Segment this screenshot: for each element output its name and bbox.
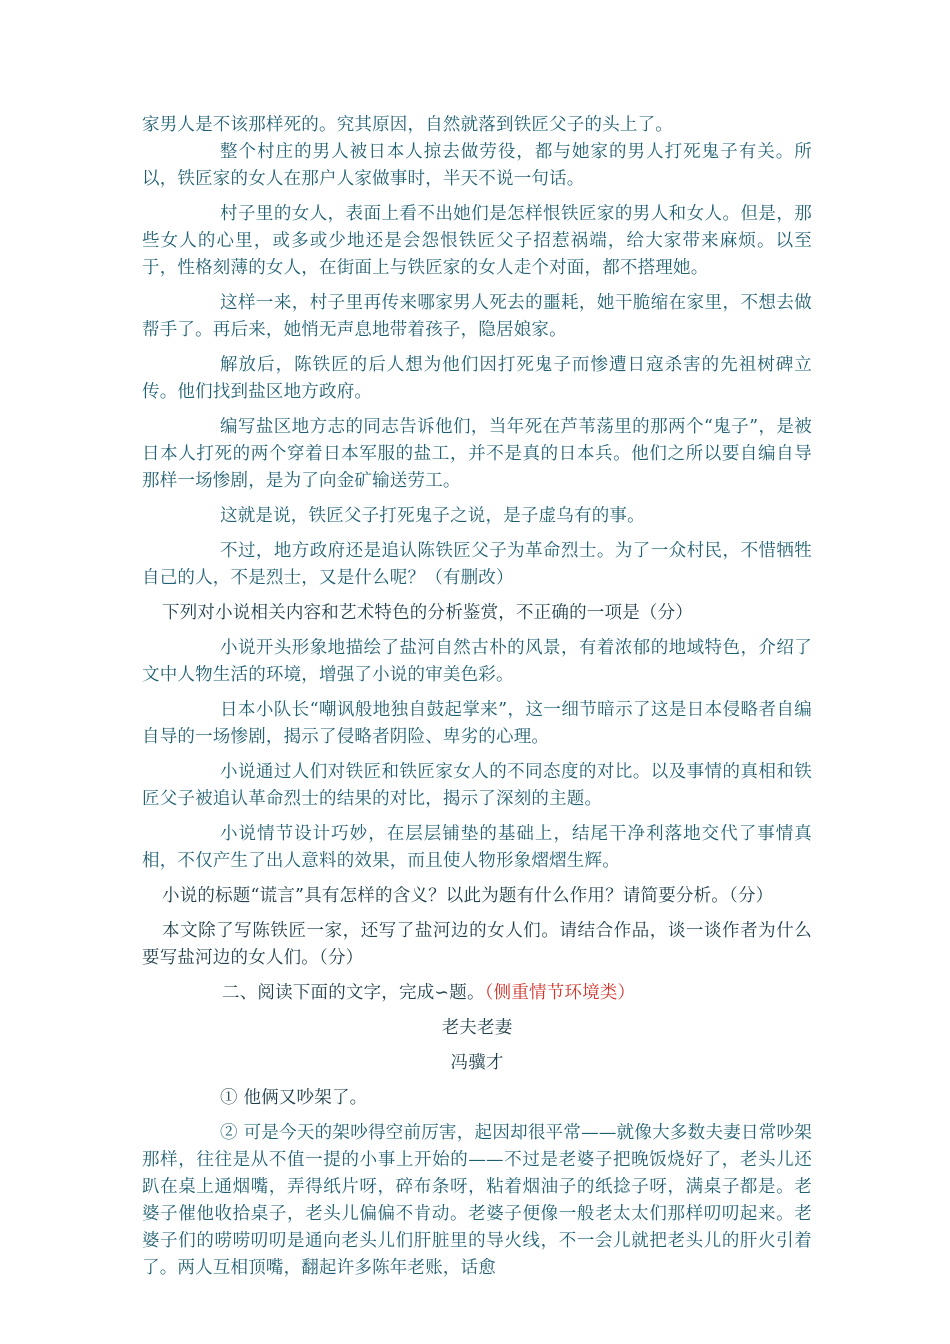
document-body	[142, 112, 812, 1282]
story-paragraph: ① 他俩又吵架了。	[220, 1088, 368, 1108]
option-paragraph: 小说情节设计巧妙，在层层铺垫的基础上，结尾干净利落地交代了事情真相，不仅产生了出人意料的效果，而且使人物形象熠熠生辉。	[142, 824, 812, 871]
question-1: 下列对小说相关内容和艺术特色的分析鉴赏，不正确的一项是（分）	[162, 603, 693, 623]
story-paragraph: 家男人是不该那样死的。究其原因，自然就落到铁匠父子的头上了。	[142, 115, 673, 135]
story-paragraph: 整个村庄的男人被日本人掠去做劳役，都与她家的男人打死鬼子有关。所以，铁匠家的女人在那户人家做事时，半天不说一句话。	[142, 142, 812, 189]
section-tag: （侧重情节环境类）	[484, 983, 636, 1003]
option-paragraph: 日本小队长“嘲讽般地独自鼓起掌来”，这一细节暗示了这是日本侵略者自编自导的一场惨剧，揭示了侵略者阴险、卑劣的心理。	[142, 700, 812, 747]
question-2: 小说的标题“谎言”具有怎样的含义？以此为题有什么作用？请简要分析。（分）	[162, 886, 774, 906]
section-heading	[142, 980, 812, 1007]
story-title: 老夫老妻	[441, 1018, 513, 1038]
story-paragraph: 解放后，陈铁匠的后人想为他们因打死鬼子而惨遭日寇杀害的先祖树碑立传。他们找到盐区地方政府。	[142, 355, 812, 402]
story-paragraph: 编写盐区地方志的同志告诉他们，当年死在芦苇荡里的那两个“鬼子”，是被日本人打死的两个穿着日本军服的盐工，并不是真的日本兵。他们之所以要自编自导那样一场惨剧，是为了向金矿输送劳工。	[142, 417, 812, 491]
question-3: 本文除了写陈铁匠一家，还写了盐河边的女人们。请结合作品，谈一谈作者为什么要写盐河边的女人们。（分）	[142, 921, 812, 968]
story-paragraph: 村子里的女人，表面上看不出她们是怎样恨铁匠家的男人和女人。但是，那些女人的心里，或多或少地还是会怨恨铁匠父子招惹祸端，给大家带来麻烦。以至于，性格刻薄的女人，在街面上与铁匠家的女人走个对面，都不搭理她。	[142, 204, 812, 278]
story-paragraph: 这样一来，村子里再传来哪家男人死去的噩耗，她干脆缩在家里，不想去做帮手了。再后来，她悄无声息地带着孩子，隐居娘家。	[142, 293, 812, 340]
story-author: 冯骥才	[450, 1053, 504, 1073]
story-paragraph: ② 可是今天的架吵得空前厉害，起因却很平常——就像大多数夫妻日常吵架那样，往往是从不值一提的小事上开始的——不过是老婆子把晚饭烧好了，老头儿还趴在桌上通烟嘴，弄得纸片呀，碎布条呀，粘着烟油子的纸捻子呀，满桌子都是。老婆子催他收拾桌子，老头儿偏偏不肯动。老婆子便像一般老太太们那样叨叨起来。老婆子们的唠唠叨叨是通向老头儿们肝脏里的导火线，不一会儿就把老头儿的肝火引着了。两人互相顶嘴，翻起许多陈年老账，话愈	[142, 1123, 812, 1278]
section-heading-text: 二、阅读下面的文字，完成∽题。	[222, 983, 485, 1003]
option-paragraph: 小说通过人们对铁匠和铁匠家女人的不同态度的对比。以及事情的真相和铁匠父子被追认革命烈士的结果的对比，揭示了深刻的主题。	[142, 762, 812, 809]
option-paragraph: 小说开头形象地描绘了盐河自然古朴的风景，有着浓郁的地域特色，介绍了文中人物生活的环境，增强了小说的审美色彩。	[142, 638, 812, 685]
story-paragraph: 不过，地方政府还是追认陈铁匠父子为革命烈士。为了一众村民，不惜牺牲自己的人，不是烈士，又是什么呢？（有删改）	[142, 541, 812, 588]
story-paragraph: 这就是说，铁匠父子打死鬼子之说，是子虚乌有的事。	[220, 506, 645, 526]
